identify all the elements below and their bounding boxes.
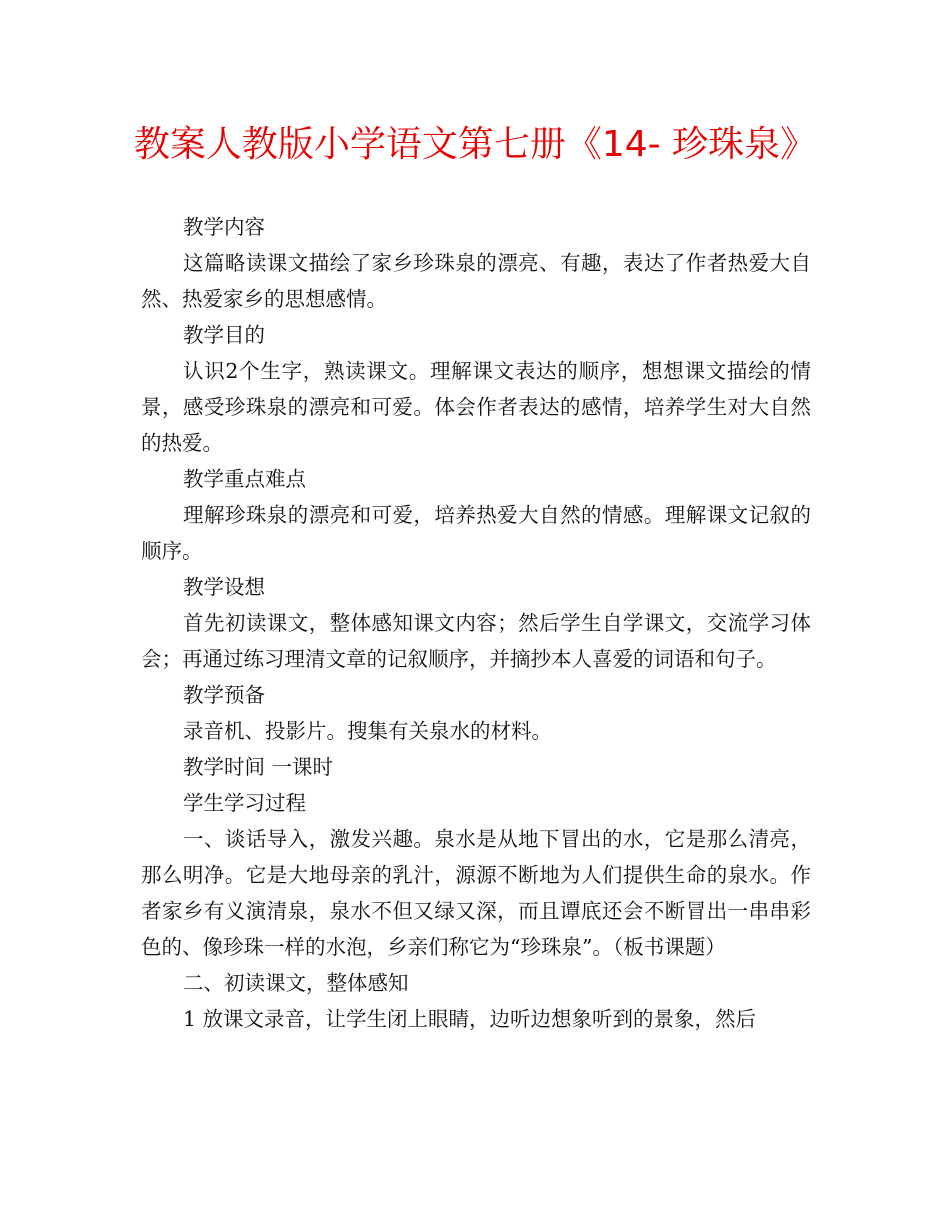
- document-title: 教案人教版小学语文第七册《14- 珍珠泉》: [133, 124, 817, 165]
- document-body: [141, 209, 811, 1037]
- paragraph: 理解珍珠泉的漂亮和可爱，培养热爱大自然的情感。理解课文记叙的顺序。: [141, 503, 811, 563]
- paragraph: 1 放课文录音，让学生闭上眼睛，边听边想象听到的景象，然后: [183, 1007, 757, 1031]
- section-heading: 教学重点难点: [183, 467, 306, 491]
- paragraph: 认识2个生字，熟读课文。理解课文表达的顺序，想想课文描绘的情景，感受珍珠泉的漂亮和可爱。体会作者表达的感情，培养学生对大自然的热爱。: [141, 359, 811, 455]
- paragraph: 这篇略读课文描绘了家乡珍珠泉的漂亮、有趣，表达了作者热爱大自然、热爱家乡的思想感情。: [141, 251, 811, 311]
- paragraph-line: 录音机、投影片。搜集有关泉水的材料。: [183, 719, 552, 743]
- section-heading: 教学预备: [183, 683, 265, 707]
- section-heading: 教学设想: [183, 575, 265, 599]
- paragraph: 首先初读课文，整体感知课文内容；然后学生自学课文，交流学习体会；再通过练习理清文章的记叙顺序，并摘抄本人喜爱的词语和句子。: [141, 611, 811, 671]
- paragraph: 一、谈话导入，激发兴趣。泉水是从地下冒出的水，它是那么清亮，那么明净。它是大地母亲的乳汁，源源不断地为人们提供生命的泉水。作者家乡有义演清泉，泉水不但又绿又深，而且谭底还会不断冒出一串串彩色的、像珍珠一样的水泡，乡亲们称它为“珍珠泉”。（板书课题）: [141, 827, 811, 959]
- section-heading: 教学时间 一课时: [183, 755, 334, 779]
- section-heading: 教学目的: [183, 323, 265, 347]
- section-heading: 二、初读课文，整体感知: [183, 971, 409, 995]
- section-heading: 教学内容: [183, 215, 265, 239]
- section-heading: 学生学习过程: [183, 791, 306, 815]
